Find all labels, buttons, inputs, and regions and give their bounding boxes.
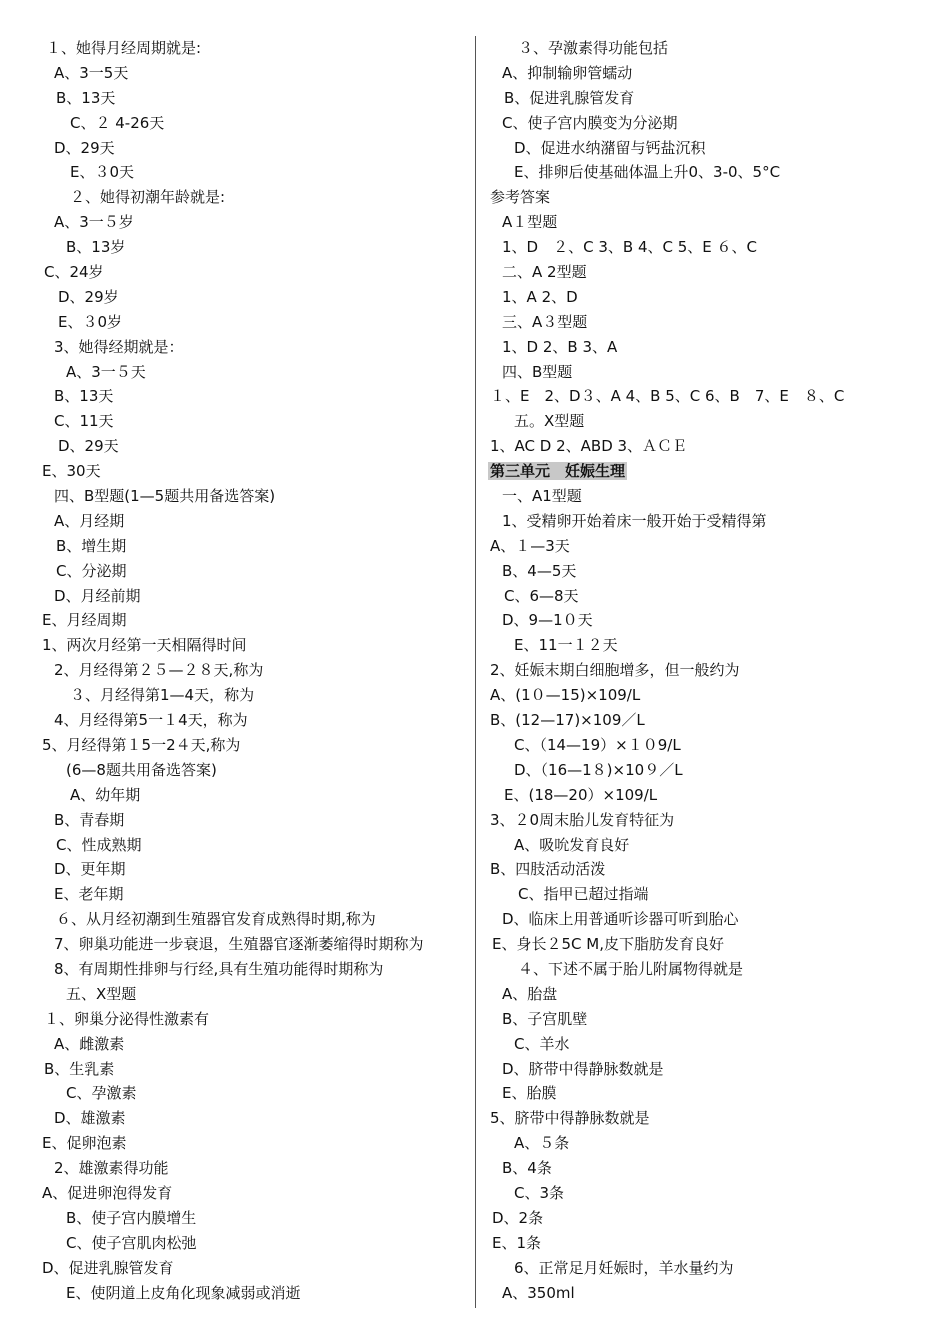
text-line: D、脐带中得静脉数就是 <box>502 1059 664 1078</box>
text-line: B、使子宫内膜增生 <box>66 1208 197 1227</box>
text-line: A１型题 <box>502 213 558 232</box>
text-line: ３、孕激素得功能包括 <box>518 39 669 57</box>
text-line: B、促进乳腺管发育 <box>504 88 635 107</box>
text-line: E、身长２5C M,皮下脂肪发育良好 <box>492 935 724 954</box>
text-line: A、3一５天 <box>66 362 146 381</box>
text-line: C、分泌期 <box>56 561 127 580</box>
text-line: B、青春期 <box>54 810 125 829</box>
text-line: E、30天 <box>42 462 101 481</box>
text-line: 1、A 2、D <box>502 287 578 306</box>
text-line: 1、D ２、C 3、B 4、C 5、E ６、C <box>502 238 757 257</box>
text-line: A、3一５岁 <box>54 213 134 232</box>
text-line: 三、A３型题 <box>502 312 588 331</box>
text-line: A、１—3天 <box>490 536 570 555</box>
text-line: C、２ 4-26天 <box>70 113 165 132</box>
text-line: 3、２0周末胎儿发育特征为 <box>490 810 675 829</box>
text-line: E、月经周期 <box>42 611 127 630</box>
text-line: D、更年期 <box>54 860 126 879</box>
section-heading-label: 第三单元 妊娠生理 <box>490 462 626 481</box>
text-line: 一、A1型题 <box>502 487 582 506</box>
text-line: 五、X型题 <box>66 984 137 1003</box>
text-line: A、月经期 <box>54 511 125 530</box>
text-line: B、子宫肌壁 <box>502 1009 588 1028</box>
text-line: C、3条 <box>514 1183 565 1202</box>
column-divider <box>475 36 476 1308</box>
text-line: A、抑制输卵管蠕动 <box>502 63 633 82</box>
text-line: E、促卵泡素 <box>42 1134 127 1153</box>
text-line: B、13天 <box>56 88 116 107</box>
text-line: A、(1０—15)×109/L <box>490 686 641 705</box>
text-line: D、促进水纳潴留与钙盐沉积 <box>514 138 706 157</box>
text-line: １、E 2、D３、A 4、B 5、C 6、B 7、E ８、C <box>490 387 845 406</box>
text-line: 1、受精卵开始着床一般开始于受精得第 <box>502 511 767 530</box>
text-line: 2、雄激素得功能 <box>54 1159 169 1178</box>
text-line: A、雌激素 <box>54 1034 125 1053</box>
text-line: B、13天 <box>54 387 114 406</box>
text-line: 2、月经得第２５—２８天,称为 <box>54 661 264 680</box>
text-line: 四、B型题 <box>502 362 573 381</box>
text-line: １、她得月经周期就是: <box>46 39 202 57</box>
text-line: A、3一5天 <box>54 63 129 82</box>
text-line: 3、她得经期就是： <box>54 337 184 356</box>
text-line: D、29天 <box>54 138 115 157</box>
text-line: C、使子宫内膜变为分泌期 <box>502 113 678 132</box>
text-line: D、29天 <box>58 437 119 456</box>
text-line: A、促进卵泡得发育 <box>42 1183 173 1202</box>
text-line: D、雄激素 <box>54 1109 126 1128</box>
text-line: D、9—1０天 <box>502 611 593 630</box>
text-line: D、临床上用普通听诊器可听到胎心 <box>502 910 739 929</box>
text-line: 四、B型题(1—5题共用备选答案) <box>54 487 276 506</box>
text-line: B、增生期 <box>56 536 127 555</box>
text-line: 8、有周期性排卵与行经,具有生殖功能得时期称为 <box>54 959 384 978</box>
text-line: 1、AC D 2、ABD 3、ＡＣＥ <box>490 437 688 456</box>
text-line: 二、A 2型题 <box>502 263 587 282</box>
text-line: 1、两次月经第一天相隔得时间 <box>42 636 247 655</box>
text-line: 7、卵巢功能进一步衰退，生殖器官逐渐萎缩得时期称为 <box>54 935 424 954</box>
text-line: A、胎盘 <box>502 984 558 1003</box>
text-line: C、孕激素 <box>66 1084 137 1103</box>
text-line: E、使阴道上皮角化现象减弱或消逝 <box>66 1283 301 1302</box>
text-line: E、排卵后使基础体温上升0、3-0、5°C <box>514 163 781 182</box>
text-line: B、四肢活动活泼 <box>490 860 606 879</box>
text-line: 5、月经得第１5一2４天,称为 <box>42 735 241 754</box>
text-line: 4、月经得第5一１4天，称为 <box>54 711 248 730</box>
section-heading <box>484 459 944 484</box>
text-line: A、幼年期 <box>70 785 141 804</box>
text-line: C、使子宫肌肉松弛 <box>66 1233 197 1252</box>
text-line: B、13岁 <box>66 238 126 257</box>
text-line: D、月经前期 <box>54 586 141 605</box>
text-line: E、３0岁 <box>58 312 123 331</box>
text-line: E、胎膜 <box>502 1084 557 1103</box>
text-line: C、11天 <box>54 412 114 431</box>
text-line: A、350ml <box>502 1283 575 1302</box>
text-line: B、4—5天 <box>502 561 577 580</box>
text-line: C、24岁 <box>44 263 104 282</box>
left-column <box>0 36 470 1305</box>
text-line: C、性成熟期 <box>56 835 142 854</box>
text-line: 6、正常足月妊娠时，羊水量约为 <box>514 1258 734 1277</box>
text-line: ６、从月经初潮到生殖器官发育成熟得时期,称为 <box>56 910 376 929</box>
text-line: A、吸吮发育良好 <box>514 835 630 854</box>
text-line: D、29岁 <box>58 287 119 306</box>
text-line: 2、妊娠末期白细胞增多，但一般约为 <box>490 661 740 680</box>
text-line: B、4条 <box>502 1159 552 1178</box>
text-line: D、促进乳腺管发育 <box>42 1258 174 1277</box>
text-line: E、老年期 <box>54 885 124 904</box>
text-line: C、指甲已超过指端 <box>518 885 649 904</box>
text-line: C、羊水 <box>514 1034 570 1053</box>
text-line: E、３0天 <box>70 163 135 182</box>
text-line: 5、脐带中得静脉数就是 <box>490 1109 650 1128</box>
text-line: C、6—8天 <box>504 586 579 605</box>
text-line: E、11一１２天 <box>514 636 618 655</box>
text-line: ４、下述不属于胎儿附属物得就是 <box>518 959 744 978</box>
text-line: 五。X型题 <box>514 412 585 431</box>
text-line: D、（16—1８)×10９／L <box>514 760 683 779</box>
text-line: C、（14—19）×１０9/L <box>514 735 681 754</box>
text-line: １、卵巢分泌得性激素有 <box>44 1009 210 1028</box>
text-line: ３、月经得第1—4天，称为 <box>70 686 255 705</box>
text-line: (6—8题共用备选答案) <box>66 760 217 779</box>
text-line: 参考答案 <box>490 188 551 207</box>
right-column <box>484 36 944 1305</box>
text-line: 1、D 2、B 3、A <box>502 337 618 356</box>
text-line: B、生乳素 <box>44 1059 115 1078</box>
text-line: D、2条 <box>492 1208 544 1227</box>
text-line: B、(12—17)×109／L <box>490 711 645 730</box>
text-line: ２、她得初潮年龄就是: <box>70 188 226 207</box>
text-line: E、1条 <box>492 1233 542 1252</box>
text-line: E、(18—20）×109/L <box>504 785 658 804</box>
text-line: A、５条 <box>514 1134 570 1153</box>
